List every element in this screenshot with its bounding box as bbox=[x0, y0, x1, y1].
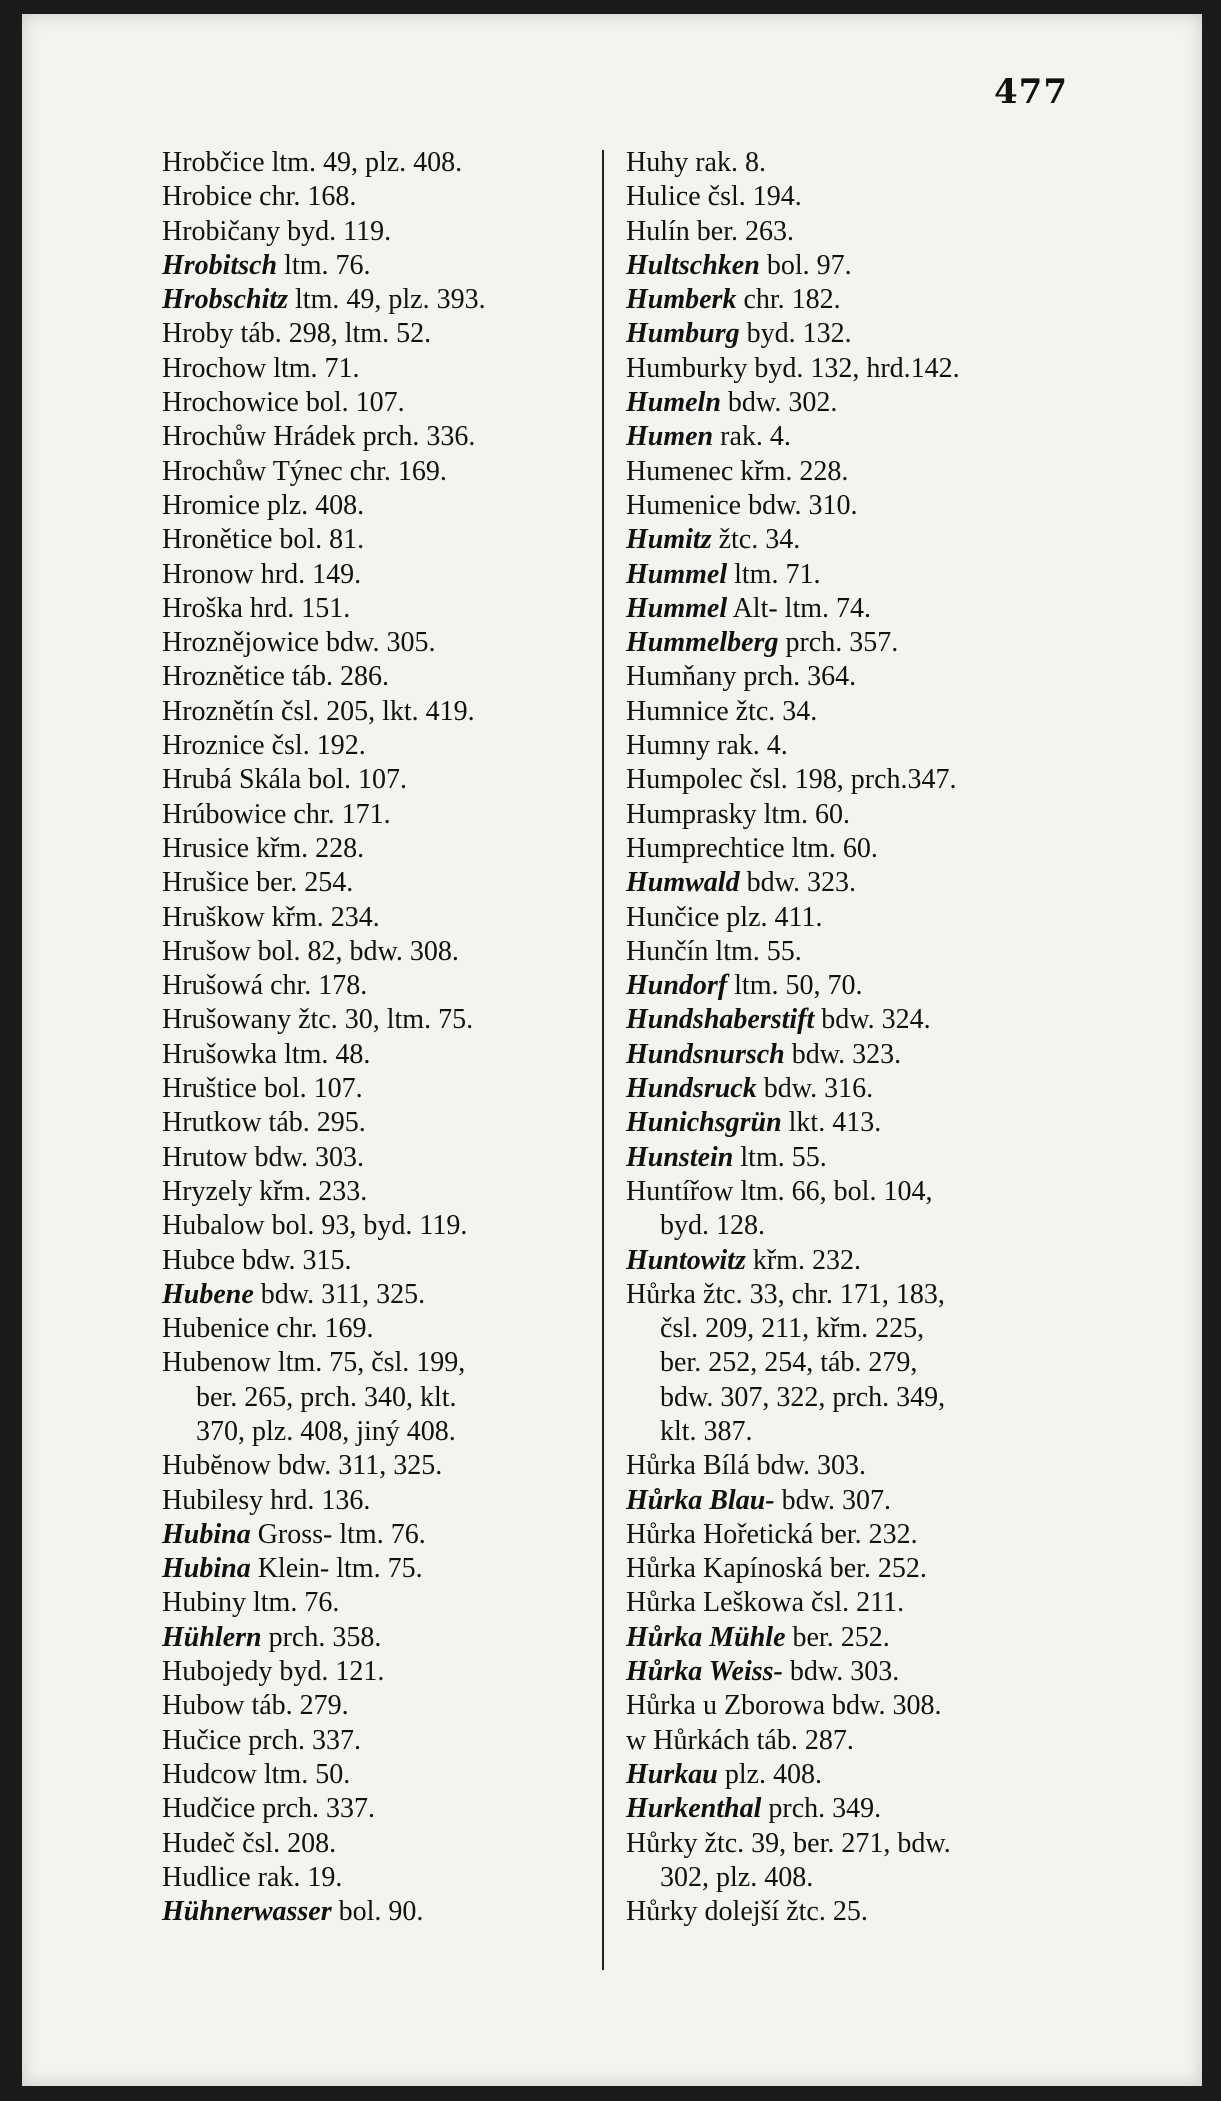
index-entry bbox=[162, 1244, 612, 1278]
entry-text: Hůrky žtc. 39, ber. 271, bdw. bbox=[626, 1827, 951, 1859]
entry-text: Hubiny ltm. 76. bbox=[162, 1587, 340, 1619]
entry-text: čsl. 209, 211, křm. 225, bbox=[660, 1313, 925, 1345]
entry-text: Hubow táb. 279. bbox=[162, 1690, 349, 1722]
index-entry bbox=[626, 317, 1086, 351]
entry-text: ltm. 55. bbox=[733, 1141, 827, 1173]
entry-text: Hůrka Bílá bdw. 303. bbox=[626, 1450, 867, 1482]
entry-text: Humprasky ltm. 60. bbox=[626, 798, 850, 830]
index-entry bbox=[162, 626, 612, 660]
entry-foreign-name: Hurkenthal bbox=[626, 1793, 762, 1825]
entry-text: Hubojedy byd. 121. bbox=[162, 1656, 385, 1688]
entry-text: Hroznějowice bdw. 305. bbox=[162, 627, 436, 659]
index-entry bbox=[162, 1484, 612, 1518]
index-entry bbox=[162, 660, 612, 694]
entry-text: Humpolec čsl. 198, prch.347. bbox=[626, 764, 957, 796]
entry-text: plz. 408. bbox=[717, 1758, 823, 1790]
entry-text: Hrušowany žtc. 30, ltm. 75. bbox=[162, 1004, 474, 1036]
entry-foreign-name: Hundsnursch bbox=[626, 1038, 785, 1070]
column-divider bbox=[602, 150, 604, 1970]
entry-text: Hroznětice táb. 286. bbox=[162, 661, 390, 693]
index-entry bbox=[162, 969, 612, 1003]
entry-text: lkt. 413. bbox=[781, 1107, 882, 1139]
index-entry bbox=[626, 1518, 1086, 1552]
entry-text: Hroznětín čsl. 205, lkt. 419. bbox=[162, 695, 475, 727]
entry-text: bdw. 302. bbox=[720, 387, 838, 419]
entry-text: prch. 357. bbox=[778, 627, 899, 659]
entry-text: Hruštice bol. 107. bbox=[162, 1073, 363, 1105]
entry-text: 302, plz. 408. bbox=[660, 1861, 814, 1893]
entry-text: Hrobičany byd. 119. bbox=[162, 215, 392, 247]
entry-text: ber. 252. bbox=[785, 1621, 890, 1653]
index-entry bbox=[162, 935, 612, 969]
index-entry bbox=[162, 866, 612, 900]
index-entry bbox=[162, 146, 612, 180]
index-entry bbox=[162, 901, 612, 935]
entry-text: bdw. 303. bbox=[782, 1656, 900, 1688]
index-entry bbox=[162, 317, 612, 351]
entry-text: Hůrka Leškowa čsl. 211. bbox=[626, 1587, 905, 1619]
entry-foreign-name: Hurkau bbox=[626, 1758, 718, 1790]
entry-text: Hubĕnow bdw. 311, 325. bbox=[162, 1450, 443, 1482]
entry-text: Hronětice bol. 81. bbox=[162, 524, 365, 556]
entry-text: Hubce bdw. 315. bbox=[162, 1244, 352, 1276]
entry-foreign-name: Hundsruck bbox=[626, 1073, 757, 1105]
entry-text: bol. 90. bbox=[331, 1896, 424, 1928]
index-entry bbox=[162, 1141, 612, 1175]
index-entry bbox=[162, 1175, 612, 1209]
entry-foreign-name: Hůrka Blau- bbox=[626, 1484, 775, 1516]
index-entry bbox=[162, 1621, 612, 1655]
entry-text: Hudeč čsl. 208. bbox=[162, 1827, 337, 1859]
entry-foreign-name: Hummel bbox=[626, 558, 728, 590]
entry-text: Huhy rak. 8. bbox=[626, 147, 766, 178]
entry-text: bdw. 316. bbox=[756, 1073, 874, 1105]
index-entry bbox=[626, 798, 1086, 832]
entry-text: prch. 358. bbox=[261, 1621, 382, 1653]
index-entry bbox=[162, 1895, 612, 1929]
index-entry bbox=[162, 1586, 612, 1620]
index-entry bbox=[626, 969, 1086, 1003]
entry-text: ltm. 71. bbox=[727, 558, 821, 590]
index-entry bbox=[626, 1244, 1086, 1278]
index-entry bbox=[162, 352, 612, 386]
index-entry bbox=[626, 660, 1086, 694]
entry-text: Hrušowá chr. 178. bbox=[162, 970, 368, 1002]
entry-foreign-name: Hrobschitz bbox=[162, 284, 289, 316]
index-entry bbox=[626, 901, 1086, 935]
index-entry bbox=[626, 352, 1086, 386]
entry-text: Hrobice chr. 168. bbox=[162, 181, 357, 213]
entry-text: byd. 128. bbox=[660, 1210, 765, 1242]
entry-text: žtc. 34. bbox=[711, 524, 801, 556]
index-entry bbox=[162, 1106, 612, 1140]
entry-foreign-name: Hühlern bbox=[162, 1621, 262, 1653]
entry-foreign-name: Hůrka Weiss- bbox=[626, 1656, 783, 1688]
entry-text: Humenice bdw. 310. bbox=[626, 489, 858, 521]
index-entry bbox=[626, 283, 1086, 317]
entry-text: Gross- ltm. 76. bbox=[250, 1518, 426, 1550]
index-entry bbox=[162, 1209, 612, 1243]
index-entry bbox=[626, 592, 1086, 626]
entry-text: bdw. 307. bbox=[774, 1484, 892, 1516]
index-entry bbox=[162, 1655, 612, 1689]
index-entry-continuation bbox=[162, 1381, 612, 1415]
index-column-left bbox=[162, 146, 612, 1929]
index-entry-continuation bbox=[626, 1209, 1086, 1243]
index-entry bbox=[162, 1038, 612, 1072]
index-entry bbox=[626, 1827, 1086, 1861]
entry-foreign-name: Hunichsgrün bbox=[626, 1107, 782, 1139]
entry-text: Hubenice chr. 169. bbox=[162, 1313, 374, 1345]
index-entry bbox=[626, 558, 1086, 592]
entry-text: Humenec křm. 228. bbox=[626, 455, 849, 487]
index-entry bbox=[626, 1792, 1086, 1826]
entry-text: Hryzely křm. 233. bbox=[162, 1175, 368, 1207]
entry-text: Hronow hrd. 149. bbox=[162, 558, 362, 590]
index-entry bbox=[626, 1141, 1086, 1175]
entry-text: bdw. 307, 322, prch. 349, bbox=[660, 1381, 946, 1413]
entry-text: Hrušowka ltm. 48. bbox=[162, 1038, 371, 1070]
index-entry bbox=[626, 420, 1086, 454]
entry-text: Humburky byd. 132, hrd.142. bbox=[626, 352, 960, 384]
entry-text: Hrochow ltm. 71. bbox=[162, 352, 360, 384]
entry-foreign-name: Hůrka Mühle bbox=[626, 1621, 786, 1653]
entry-foreign-name: Humwald bbox=[626, 867, 740, 899]
entry-foreign-name: Hundshaberstift bbox=[626, 1004, 815, 1036]
entry-text: Huntířow ltm. 66, bol. 104, bbox=[626, 1175, 933, 1207]
entry-text: Hrobčice ltm. 49, plz. 408. bbox=[162, 147, 463, 178]
entry-foreign-name: Hubene bbox=[162, 1278, 254, 1310]
index-entry bbox=[626, 1621, 1086, 1655]
index-entry bbox=[162, 1278, 612, 1312]
index-entry bbox=[162, 1003, 612, 1037]
index-entry bbox=[626, 1003, 1086, 1037]
entry-text: Hrubá Skála bol. 107. bbox=[162, 764, 407, 796]
entry-foreign-name: Hrobitsch bbox=[162, 249, 278, 281]
index-entry bbox=[626, 866, 1086, 900]
index-entry bbox=[626, 763, 1086, 797]
entry-text: Hrochowice bol. 107. bbox=[162, 387, 405, 419]
entry-text: Hrutow bdw. 303. bbox=[162, 1141, 364, 1173]
page-number: 477 bbox=[994, 72, 1068, 112]
entry-foreign-name: Humitz bbox=[626, 524, 712, 556]
entry-text: Hubenow ltm. 75, čsl. 199, bbox=[162, 1347, 466, 1379]
index-entry bbox=[626, 1484, 1086, 1518]
index-entry bbox=[626, 1278, 1086, 1312]
entry-foreign-name: Hummelberg bbox=[626, 627, 779, 659]
entry-text: Hroška hrd. 151. bbox=[162, 592, 351, 624]
entry-text: w Hůrkách táb. 287. bbox=[626, 1724, 854, 1756]
index-entry bbox=[626, 180, 1086, 214]
entry-text: Hrochůw Týnec chr. 169. bbox=[162, 455, 447, 487]
entry-text: Alt- ltm. 74. bbox=[727, 592, 872, 624]
entry-text: Hrutkow táb. 295. bbox=[162, 1107, 366, 1139]
index-entry-continuation bbox=[626, 1312, 1086, 1346]
entry-text: Hulice čsl. 194. bbox=[626, 181, 802, 213]
index-entry bbox=[162, 1312, 612, 1346]
entry-foreign-name: Humburg bbox=[626, 318, 740, 350]
entry-foreign-name: Hubina bbox=[162, 1553, 251, 1585]
index-entry bbox=[162, 695, 612, 729]
entry-text: Hudcow ltm. 50. bbox=[162, 1758, 351, 1790]
index-entry bbox=[626, 1895, 1086, 1929]
index-entry bbox=[162, 729, 612, 763]
index-entry bbox=[626, 1586, 1086, 1620]
entry-foreign-name: Hühnerwasser bbox=[162, 1896, 332, 1928]
index-entry bbox=[162, 180, 612, 214]
index-entry bbox=[626, 695, 1086, 729]
index-entry bbox=[626, 489, 1086, 523]
entry-foreign-name: Humberk bbox=[626, 284, 737, 316]
entry-foreign-name: Humeln bbox=[626, 387, 721, 419]
entry-text: Hrúbowice chr. 171. bbox=[162, 798, 391, 830]
entry-text: Hůrka u Zborowa bdw. 308. bbox=[626, 1690, 942, 1722]
index-entry bbox=[162, 1724, 612, 1758]
entry-text: Hůrka žtc. 33, chr. 171, 183, bbox=[626, 1278, 945, 1310]
entry-text: Hunčín ltm. 55. bbox=[626, 935, 802, 967]
index-entry bbox=[162, 1792, 612, 1826]
index-entry bbox=[162, 1552, 612, 1586]
entry-text: chr. 182. bbox=[736, 284, 841, 316]
entry-text: Humny rak. 4. bbox=[626, 730, 788, 762]
index-entry bbox=[626, 1106, 1086, 1140]
entry-text: Hrušow bol. 82, bdw. 308. bbox=[162, 935, 459, 967]
entry-foreign-name: Hultschken bbox=[626, 249, 760, 281]
entry-text: Hrusice křm. 228. bbox=[162, 832, 365, 864]
index-entry bbox=[162, 798, 612, 832]
entry-text: bdw. 311, 325. bbox=[253, 1278, 426, 1310]
index-entry bbox=[626, 523, 1086, 557]
index-entry bbox=[626, 249, 1086, 283]
book-page bbox=[22, 14, 1202, 2086]
entry-text: Hubalow bol. 93, byd. 119. bbox=[162, 1210, 468, 1242]
entry-text: Hromice plz. 408. bbox=[162, 489, 365, 521]
index-entry bbox=[626, 215, 1086, 249]
entry-text: Hrochůw Hrádek prch. 336. bbox=[162, 421, 476, 453]
index-entry-continuation bbox=[626, 1415, 1086, 1449]
index-entry bbox=[162, 1072, 612, 1106]
entry-foreign-name: Hummel bbox=[626, 592, 728, 624]
index-entry bbox=[162, 249, 612, 283]
entry-text: křm. 232. bbox=[745, 1244, 861, 1276]
entry-text: ltm. 50, 70. bbox=[727, 970, 863, 1002]
entry-text: Hudlice rak. 19. bbox=[162, 1861, 343, 1893]
index-entry bbox=[626, 1552, 1086, 1586]
index-entry bbox=[626, 1175, 1086, 1209]
index-entry bbox=[626, 1724, 1086, 1758]
index-entry bbox=[162, 1758, 612, 1792]
index-entry bbox=[626, 1449, 1086, 1483]
entry-foreign-name: Hunstein bbox=[626, 1141, 734, 1173]
entry-text: Hunčice plz. 411. bbox=[626, 901, 823, 933]
entry-foreign-name: Humen bbox=[626, 421, 714, 453]
entry-foreign-name: Hubina bbox=[162, 1518, 251, 1550]
index-entry bbox=[162, 1449, 612, 1483]
index-entry bbox=[162, 1346, 612, 1380]
entry-text: Hudčice prch. 337. bbox=[162, 1793, 376, 1825]
index-entry bbox=[162, 489, 612, 523]
index-entry bbox=[162, 592, 612, 626]
index-entry bbox=[626, 1689, 1086, 1723]
index-entry bbox=[162, 1689, 612, 1723]
index-entry bbox=[162, 455, 612, 489]
index-entry bbox=[626, 1758, 1086, 1792]
index-entry bbox=[162, 386, 612, 420]
index-entry-continuation bbox=[626, 1381, 1086, 1415]
index-entry bbox=[626, 1038, 1086, 1072]
entry-text: Hůrky dolejší žtc. 25. bbox=[626, 1896, 868, 1928]
entry-text: klt. 387. bbox=[660, 1415, 753, 1447]
index-entry bbox=[162, 283, 612, 317]
index-entry bbox=[162, 1861, 612, 1895]
index-entry bbox=[626, 935, 1086, 969]
entry-text: Hruškow křm. 234. bbox=[162, 901, 380, 933]
index-entry bbox=[162, 558, 612, 592]
entry-text: Hulín ber. 263. bbox=[626, 215, 794, 247]
entry-text: rak. 4. bbox=[713, 421, 791, 453]
index-entry-continuation bbox=[162, 1415, 612, 1449]
index-entry-continuation bbox=[626, 1346, 1086, 1380]
index-entry bbox=[626, 455, 1086, 489]
index-entry bbox=[162, 763, 612, 797]
index-entry bbox=[626, 386, 1086, 420]
entry-text: Hrušice ber. 254. bbox=[162, 867, 354, 899]
index-entry bbox=[162, 215, 612, 249]
entry-text: bol. 97. bbox=[759, 249, 852, 281]
entry-text: byd. 132. bbox=[739, 318, 852, 350]
entry-text: bdw. 323. bbox=[739, 867, 856, 899]
index-entry bbox=[162, 523, 612, 557]
entry-text: bdw. 324. bbox=[814, 1004, 931, 1036]
entry-text: Humprechtice ltm. 60. bbox=[626, 832, 878, 864]
index-entry bbox=[162, 1827, 612, 1861]
index-column-right bbox=[626, 146, 1086, 1929]
entry-text: prch. 349. bbox=[761, 1793, 882, 1825]
entry-text: Hučice prch. 337. bbox=[162, 1724, 362, 1756]
index-entry bbox=[626, 1072, 1086, 1106]
entry-text: ber. 265, prch. 340, klt. bbox=[196, 1381, 457, 1413]
entry-text: 370, plz. 408, jiný 408. bbox=[196, 1415, 456, 1447]
entry-text: Humnice žtc. 34. bbox=[626, 695, 818, 727]
entry-text: Hubilesy hrd. 136. bbox=[162, 1484, 371, 1516]
entry-text: Hroznice čsl. 192. bbox=[162, 730, 366, 762]
entry-foreign-name: Hundorf bbox=[626, 970, 728, 1002]
entry-text: ber. 252, 254, táb. 279, bbox=[660, 1347, 918, 1379]
entry-text: ltm. 49, plz. 393. bbox=[288, 284, 486, 316]
entry-text: Hroby táb. 298, ltm. 52. bbox=[162, 318, 432, 350]
index-entry bbox=[626, 146, 1086, 180]
entry-text: Hůrka Kapínoská ber. 252. bbox=[626, 1553, 927, 1585]
entry-text: bdw. 323. bbox=[784, 1038, 902, 1070]
entry-text: Hůrka Hořetická ber. 232. bbox=[626, 1518, 918, 1550]
index-entry bbox=[626, 626, 1086, 660]
index-entry bbox=[162, 1518, 612, 1552]
index-entry-continuation bbox=[626, 1861, 1086, 1895]
entry-text: Humňany prch. 364. bbox=[626, 661, 857, 693]
index-entry bbox=[626, 832, 1086, 866]
index-entry bbox=[626, 1655, 1086, 1689]
entry-text: Klein- ltm. 75. bbox=[250, 1553, 423, 1585]
entry-foreign-name: Huntowitz bbox=[626, 1244, 746, 1276]
index-entry bbox=[626, 729, 1086, 763]
index-entry bbox=[162, 832, 612, 866]
entry-text: ltm. 76. bbox=[277, 249, 371, 281]
index-entry bbox=[162, 420, 612, 454]
